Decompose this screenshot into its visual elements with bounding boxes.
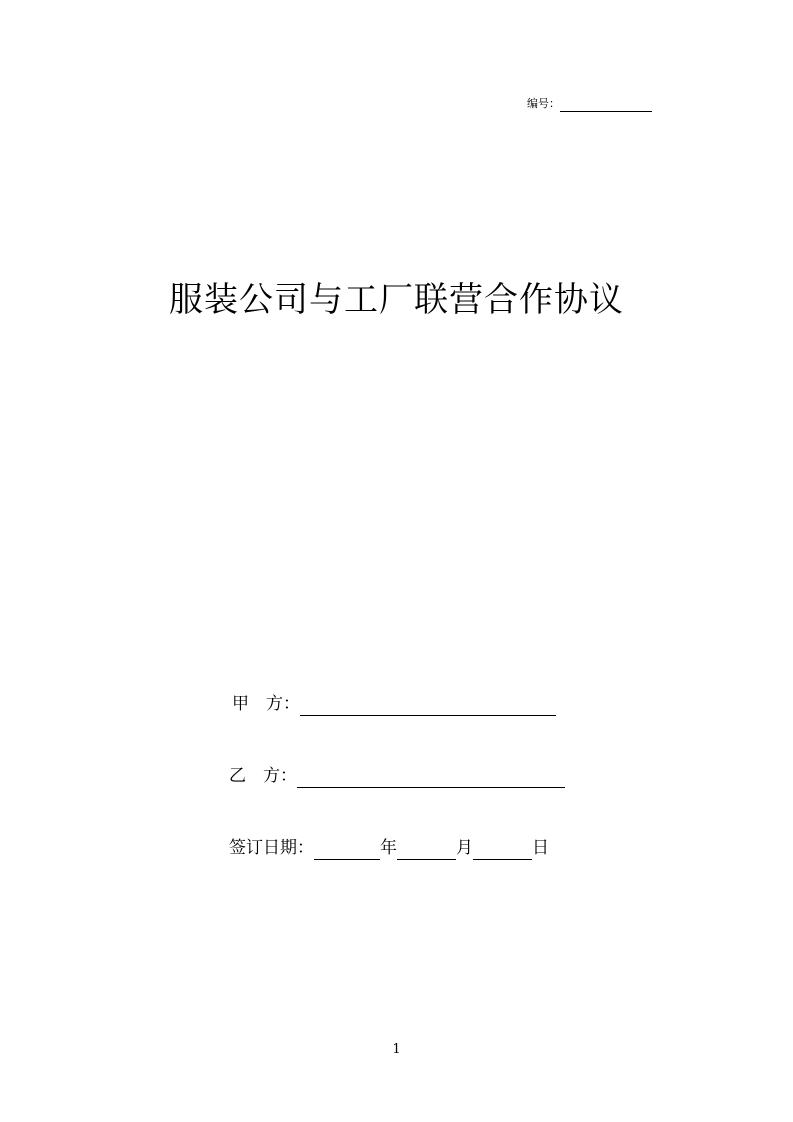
document-title: 服装公司与工厂联营合作协议 [169, 280, 624, 320]
document-number [527, 96, 652, 112]
document-number-blank[interactable] [560, 99, 652, 112]
year-blank[interactable] [314, 839, 380, 860]
party-a-field [232, 692, 556, 716]
year-label: 年 [380, 838, 397, 858]
day-blank[interactable] [473, 839, 532, 860]
party-b-field [229, 764, 565, 788]
party-b-label: 乙 方： [229, 766, 297, 786]
sign-date-field [229, 836, 549, 860]
party-b-blank[interactable] [297, 767, 565, 788]
page-number: 1 [392, 1042, 401, 1057]
month-blank[interactable] [397, 839, 456, 860]
day-label: 日 [532, 838, 549, 858]
document-number-label: 编号： [527, 97, 560, 110]
sign-date-label: 签订日期： [229, 838, 314, 858]
month-label: 月 [456, 838, 473, 858]
party-a-label: 甲 方： [232, 694, 300, 714]
party-a-blank[interactable] [300, 695, 556, 716]
